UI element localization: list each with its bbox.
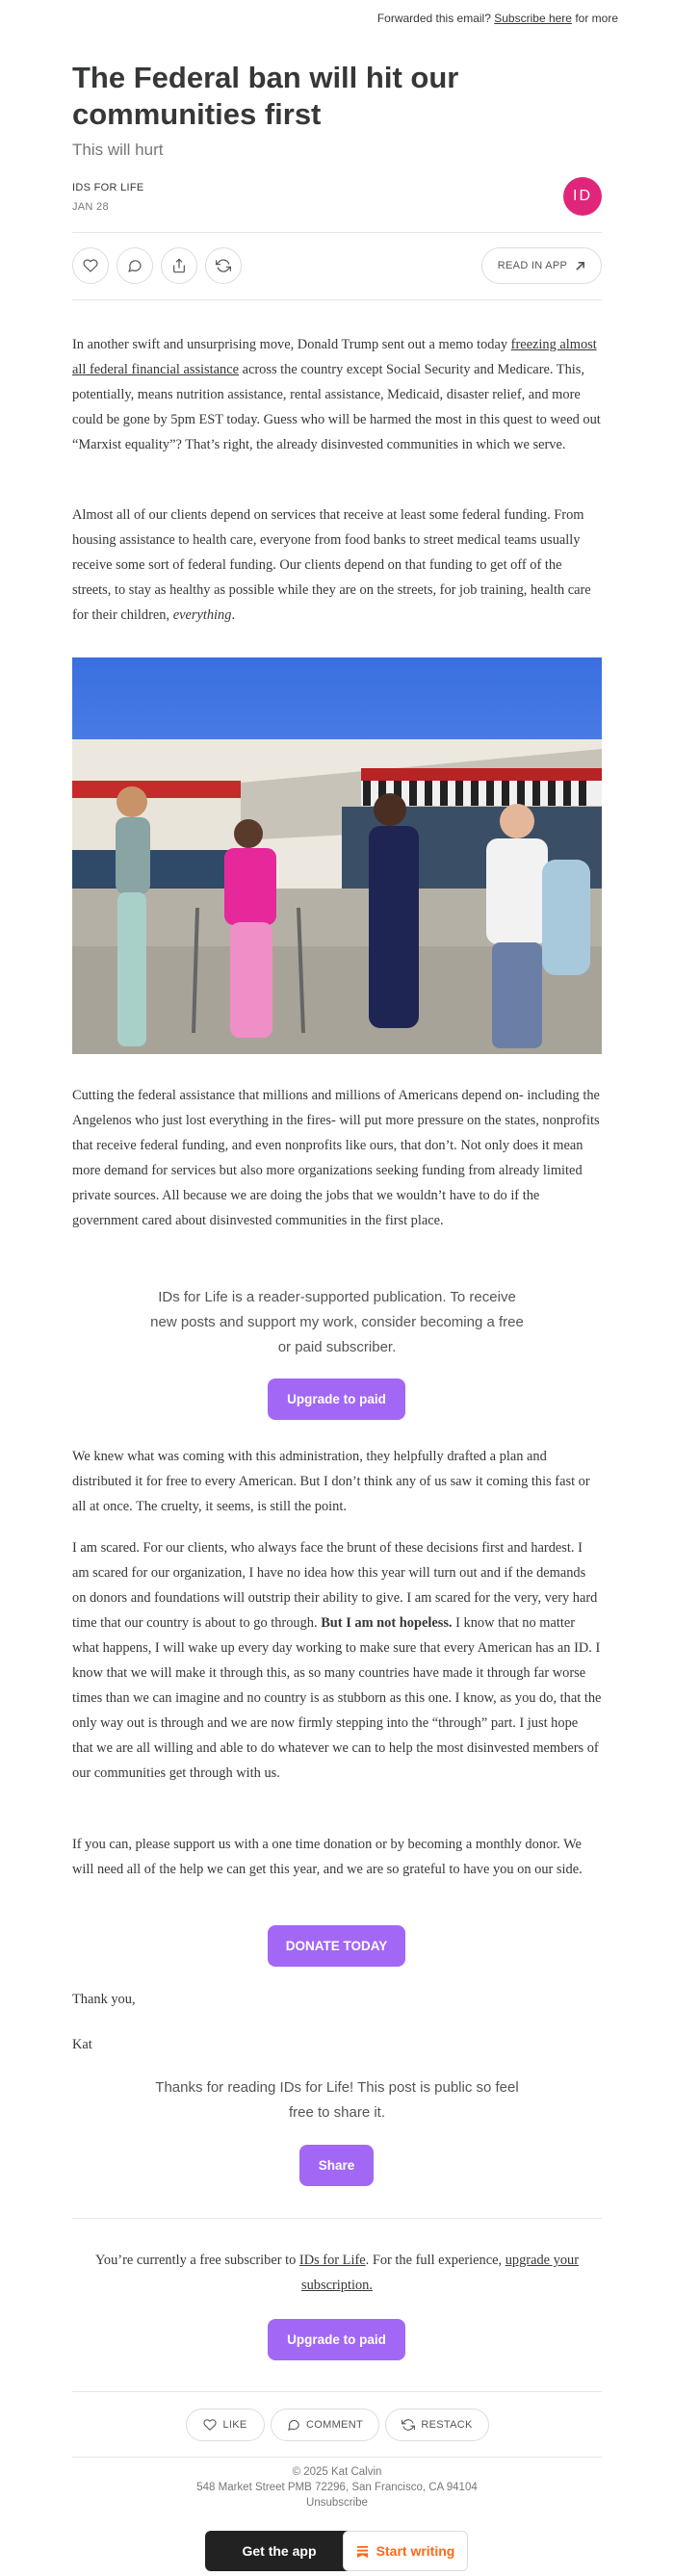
comment-icon [127, 258, 143, 273]
divider [72, 2391, 602, 2392]
upgrade-to-paid-button[interactable]: Upgrade to paid [268, 1378, 405, 1420]
body-text: Almost all of our clients depend on services that receive at least some federal funding. From housing assistance to health care, everyone from food banks to street medical teams usually receive some sort of federal funding. Our clients depend on that funding to get off of the streets, to stay as healthy as possible while they are on the streets, for job training, health care for their children, [72, 507, 591, 623]
read-in-app-label: READ IN APP [497, 260, 568, 271]
comment-button[interactable] [117, 247, 153, 284]
forwarded-bar [377, 12, 618, 25]
post-date: JAN 28 [72, 201, 109, 213]
thanks-text: Thank you, [72, 1992, 136, 2007]
share-button[interactable] [161, 247, 197, 284]
divider [72, 299, 602, 300]
footer-text: You’re currently a free subscriber to [94, 2253, 299, 2268]
avatar[interactable]: ID [563, 177, 602, 216]
body-paragraph-5 [72, 1535, 602, 1786]
unsubscribe-link[interactable]: Unsubscribe [306, 2497, 368, 2509]
body-text: I am scared. For our clients, who always face the brunt of these decisions first and hardest. I am scared for our organization, I have no idea how this year will turn out and if the demands on donors and foundations will outstrip their ability to give. I am scared for the very, very hard time that our country is about to go through. [72, 1540, 598, 1631]
share-cta-text: Thanks for reading IDs for Life! This post is public so feel free to share it. [155, 2079, 519, 2121]
post-subtitle: This will hurt [72, 141, 164, 159]
restack-icon [216, 258, 231, 273]
photo-image [72, 657, 602, 1054]
share-icon [171, 258, 187, 273]
divider [72, 2457, 602, 2458]
post-title[interactable]: The Federal ban will hit our communities first [72, 61, 459, 131]
restack-icon [402, 2418, 415, 2432]
publication-link[interactable]: IDs for Life [298, 2253, 366, 2268]
arrow-up-right-icon [575, 261, 585, 271]
subscribe-here-link[interactable]: Subscribe here [494, 12, 572, 25]
restack-label: RESTACK [421, 2419, 473, 2431]
forwarded-prefix: Forwarded this email? [376, 12, 491, 25]
divider [72, 2218, 602, 2219]
substack-icon [356, 2545, 369, 2558]
footer-like-button[interactable] [186, 2409, 265, 2441]
body-text: I know that no matter what happens, I will wake up every day working to make sure that every American has an ID. I know that we will make it through this, as so many countries have made it through far worse times than we can imagine and no country is as stubborn as this one. I know, as you do, that the only way out is through and we are now firmly stepping into the “through” part. I just hope that we are all willing and able to do whatever we can to help the most disinvested members of our communities get through with us. [72, 1615, 602, 1781]
post-photo[interactable] [72, 657, 602, 1054]
donate-today-button[interactable]: DONATE TODAY [268, 1925, 405, 1967]
body-paragraph-3: Cutting the federal assistance that millions and millions of Americans depend on- including the Angelenos who just lost everything in the fires- will put more pressure on the states, nonprofits that receive federal funding, and even nonprofits like ours, that don’t. Not only does it mean more demand for services but also more organizations seeking funding from already limited private sources. All because we are doing the jobs that we wouldn’t have to do if the government cared about disinvested communities in the first place. [72, 1088, 600, 1228]
comment-icon [287, 2418, 300, 2432]
divider [72, 232, 602, 233]
footer-text: . For the full experience, [365, 2253, 506, 2268]
footer-comment-button[interactable] [271, 2409, 379, 2441]
like-label: LIKE [222, 2419, 247, 2431]
federal-assistance-link[interactable]: freezing almost all federal financial assistance [72, 337, 597, 377]
body-text: across the country except Social Security and Medicare. This, potentially, means nutrition assistance, rental assistance, Medicaid, disaster relief, and more could be gone by 5pm EST today. Guess who will be harmed the most in this quest to weed out “Marxist equality”? That’s right, the already disinvested communities in which we serve. [72, 362, 601, 452]
body-bold: But I am not hopeless. [321, 1615, 453, 1631]
read-in-app-button[interactable] [481, 247, 602, 284]
forwarded-suffix: for more [575, 12, 618, 25]
share-post-button[interactable]: Share [299, 2145, 374, 2186]
signoff-text: Kat [72, 2037, 92, 2052]
upgrade-subscription-link[interactable]: upgrade your subscription. [301, 2253, 580, 2293]
restack-button[interactable] [205, 247, 242, 284]
body-text: In another swift and unsurprising move, Donald Trump sent out a memo today [72, 337, 511, 352]
footer-restack-button[interactable] [385, 2409, 489, 2441]
heart-icon [203, 2418, 217, 2432]
subscription-status [72, 2248, 602, 2298]
subscribe-cta-text: IDs for Life is a reader-supported publication. To receive new posts and support my work, consider becoming a free or paid subscriber. [150, 1289, 524, 1355]
comment-label: COMMENT [306, 2419, 363, 2431]
body-text: . [231, 607, 236, 623]
body-emphasis: everything [172, 607, 232, 623]
like-button[interactable] [72, 247, 109, 284]
body-paragraph-6: If you can, please support us with a one time donation or by becoming a monthly donor. We will need all of the help we can get this year, and we are so grateful to have you on our side. [72, 1837, 583, 1877]
footer-upgrade-button[interactable]: Upgrade to paid [268, 2319, 405, 2360]
heart-icon [83, 258, 98, 273]
publication-name[interactable]: IDS FOR LIFE [72, 182, 144, 193]
address: 548 Market Street PMB 72296, San Francisco, CA 94104 [196, 2482, 478, 2493]
get-the-app-button[interactable]: Get the app [205, 2531, 353, 2571]
start-writing-button[interactable] [343, 2531, 468, 2571]
body-paragraph-2 [72, 502, 602, 628]
body-paragraph-4: We knew what was coming with this administration, they helpfully drafted a plan and distributed it for free to every American. But I don’t think any of us saw it coming this fast or all at once. The cruelty, it seems, is still the point. [72, 1449, 590, 1514]
body-paragraph-1 [72, 332, 602, 457]
copyright: © 2025 Kat Calvin [292, 2466, 382, 2478]
start-writing-label: Start writing [376, 2543, 455, 2559]
